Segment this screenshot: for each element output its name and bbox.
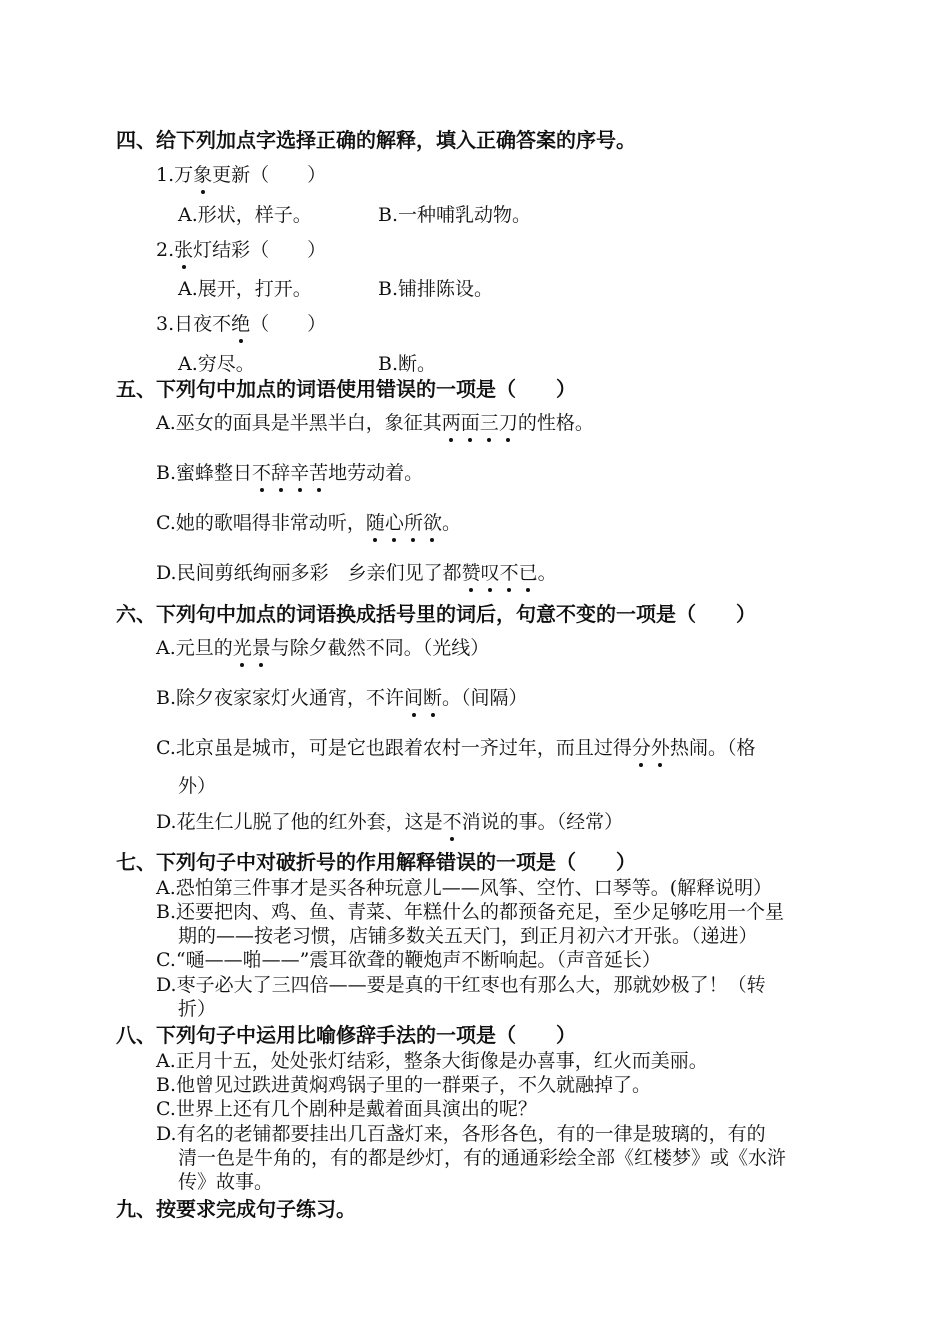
- sec5-a-pre: A.巫女的面具是半黑半白，象征其: [156, 412, 442, 434]
- sec8-option-d-line-3: 传》故事。: [178, 1171, 274, 1193]
- sec4-item-3-pre: 3.日夜不: [156, 313, 232, 335]
- sec6-a-pre: A.元旦的: [156, 637, 233, 659]
- sec8-option-a: A.正月十五，处处张灯结彩，整条大街像是办喜事，红火而美丽。: [156, 1050, 708, 1072]
- sec5-b-dot-2: 辞: [271, 458, 290, 485]
- sec4-item-2-post: 灯结彩（ ）: [193, 239, 327, 261]
- sec6-b-post: 。（间隔）: [442, 687, 528, 709]
- sec6-option-b: [156, 683, 528, 710]
- sec4-item-1: [156, 160, 326, 187]
- sec8-option-d-line-2: 清一色是牛角的，有的都是纱灯，有的通通彩绘全部《红楼梦》或《水浒: [178, 1147, 787, 1169]
- sec5-c-dot-4: 欲: [423, 508, 442, 535]
- sec4-item-2-option-b: B.铺排陈设。: [378, 278, 494, 300]
- sec6-a-post: 与除夕截然不同。（光线）: [270, 637, 490, 659]
- sec4-item-2: [156, 235, 326, 262]
- sec5-c-dot-2: 心: [385, 508, 404, 535]
- sec5-option-b: [156, 458, 423, 485]
- sec6-option-d: [156, 807, 623, 834]
- section-4-title: 四、给下列加点字选择正确的解释，填入正确答案的序号。: [116, 128, 636, 152]
- sec6-c-dot-2: 外: [651, 733, 670, 760]
- sec6-c-pre: C.北京虽是城市，可是它也跟着农村一齐过年，而且过得: [156, 737, 632, 759]
- sec7-option-d-line-2: 折）: [178, 998, 217, 1020]
- sec5-option-d: [156, 558, 557, 585]
- sec6-a-dot-1: 光: [233, 633, 252, 660]
- sec5-d-pre: D.民间剪纸绚丽多彩 乡亲们见了都: [156, 562, 462, 584]
- sec6-c-post: 热闹。（格: [669, 737, 756, 759]
- sec4-item-3-dotted: 绝: [231, 309, 250, 336]
- sec5-option-c: [156, 508, 461, 535]
- sec7-option-b-line-1: B.还要把肉、鸡、鱼、青菜、年糕什么的都预备充足，至少足够吃用一个星: [156, 901, 785, 923]
- sec6-option-a: [156, 633, 489, 660]
- sec6-b-dot-2: 断: [423, 683, 442, 710]
- sec6-d-pre: D.花生仁儿脱了他的红外套，这是: [156, 811, 443, 833]
- section-7-title: 七、下列句子中对破折号的作用解释错误的一项是（ ）: [116, 850, 636, 874]
- sec5-d-post: 。: [537, 562, 557, 584]
- sec5-a-dot-1: 两: [442, 408, 461, 435]
- sec4-item-2-pre: 2.: [156, 239, 175, 261]
- sec6-option-c-continued: 外）: [178, 775, 217, 797]
- sec6-b-dot-1: 间: [404, 683, 423, 710]
- sec5-a-dot-4: 刀: [499, 408, 518, 435]
- sec4-item-1-option-a: A.形状，样子。: [178, 204, 312, 226]
- sec6-c-dot-1: 分: [632, 733, 651, 760]
- sec5-b-post: 地劳动着。: [328, 462, 424, 484]
- sec6-a-dot-2: 景: [252, 633, 271, 660]
- sec7-option-c: C.“嗵——啪——”震耳欲聋的鞭炮声不断响起。（声音延长）: [156, 949, 661, 971]
- sec5-d-dot-1: 赞: [462, 558, 481, 585]
- sec4-item-2-option-a: A.展开，打开。: [178, 278, 312, 300]
- sec5-c-dot-1: 随: [366, 508, 385, 535]
- sec5-a-dot-3: 三: [480, 408, 499, 435]
- sec7-option-b-line-2: 期的——按老习惯，店铺多数关五天门，到正月初六才开张。（递进）: [178, 925, 758, 947]
- section-8-title: 八、下列句子中运用比喻修辞手法的一项是（ ）: [116, 1023, 576, 1047]
- sec4-item-1-dotted: 象: [193, 160, 212, 187]
- sec7-option-d-line-1: D.枣子必大了三四倍——要是真的干红枣也有那么大，那就妙极了！（转: [156, 974, 766, 996]
- sec5-d-dot-4: 已: [519, 558, 538, 585]
- sec4-item-2-dotted: 张: [174, 235, 193, 262]
- sec6-d-dot-1: 不: [443, 807, 462, 834]
- sec7-option-a: A.恐怕第三件事才是买各种玩意儿——风筝、空竹、口琴等。(解释说明）: [156, 877, 773, 899]
- sec5-a-post: 的性格。: [517, 412, 594, 434]
- section-6-title: 六、下列句中加点的词语换成括号里的词后，句意不变的一项是（ ）: [116, 602, 756, 626]
- section-9-title: 九、按要求完成句子练习。: [116, 1197, 356, 1221]
- sec4-item-1-pre: 1.万: [156, 164, 194, 186]
- sec4-item-1-option-b: B.一种哺乳动物。: [378, 204, 532, 226]
- sec5-option-a: [156, 408, 594, 435]
- sec5-c-post: 。: [441, 512, 461, 534]
- sec5-b-dot-4: 苦: [309, 458, 328, 485]
- sec5-c-pre: C.她的歌唱得非常动听，: [156, 512, 366, 534]
- sec5-c-dot-3: 所: [404, 508, 423, 535]
- sec6-d-post: 消说的事。（经常）: [461, 811, 624, 833]
- sec6-b-pre: B.除夕夜家家灯火通宵，不许: [156, 687, 405, 709]
- sec5-b-pre: B.蜜蜂整日: [156, 462, 253, 484]
- sec5-a-dot-2: 面: [461, 408, 480, 435]
- section-5-title: 五、下列句中加点的词语使用错误的一项是（ ）: [116, 377, 576, 401]
- sec8-option-b: B.他曾见过跌进黄焖鸡锅子里的一群栗子，不久就融掉了。: [156, 1074, 652, 1096]
- sec4-item-3-option-a: A.穷尽。: [178, 353, 255, 375]
- sec4-item-3: [156, 309, 326, 336]
- sec8-option-d-line-1: D.有名的老铺都要挂出几百盏灯来，各形各色，有的一律是玻璃的，有的: [156, 1123, 766, 1145]
- sec4-item-3-option-b: B.断。: [378, 353, 437, 375]
- sec5-d-dot-2: 叹: [481, 558, 500, 585]
- sec5-d-dot-3: 不: [500, 558, 519, 585]
- sec4-item-3-post: （ ）: [250, 313, 327, 335]
- sec8-option-c: C.世界上还有几个剧种是戴着面具演出的呢？: [156, 1098, 537, 1120]
- sec6-option-c: [156, 733, 755, 760]
- sec5-b-dot-3: 辛: [290, 458, 309, 485]
- sec5-b-dot-1: 不: [252, 458, 271, 485]
- sec4-item-1-post: 更新（ ）: [212, 164, 327, 186]
